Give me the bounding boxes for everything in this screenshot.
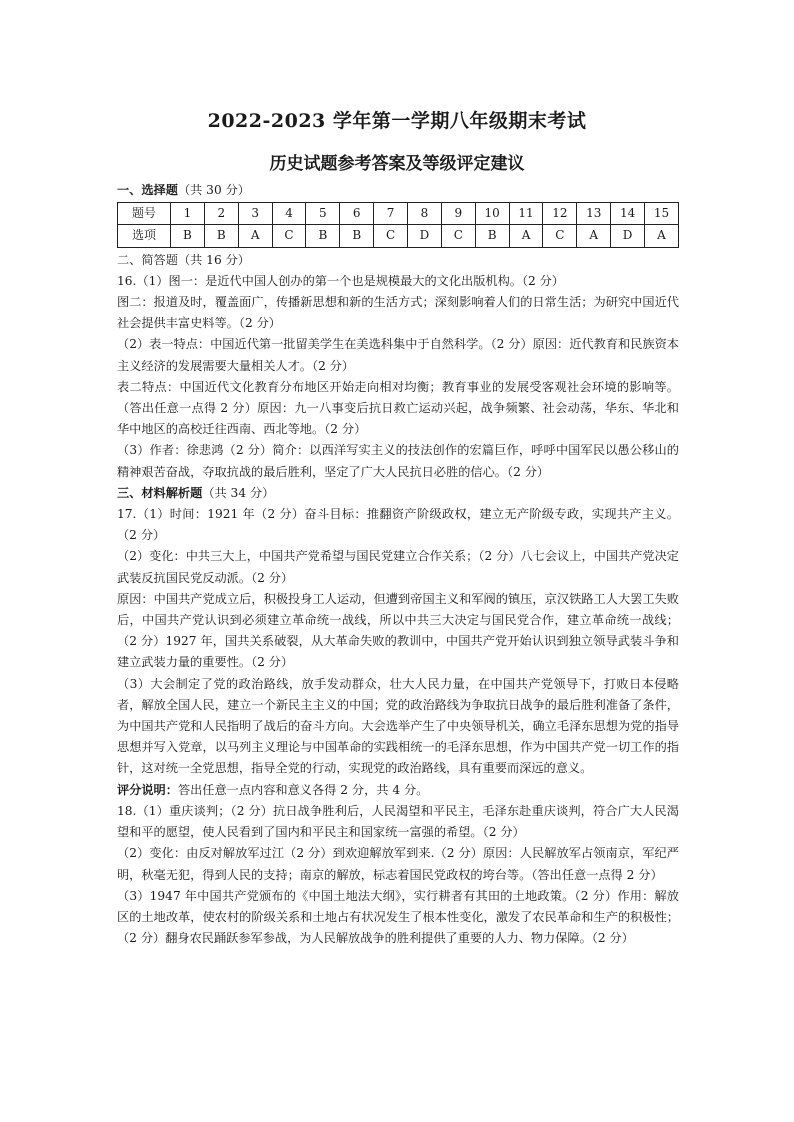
table-cell: 8 [408,203,442,225]
answer-paragraph: （3）作者：徐悲鸿（2 分）简介：以西洋写实主义的技法创作的宏篇巨作，呼呼中国军民以愚公移山的精神艰苦奋战，夺取抗战的最后胜利，坚定了广大人民抗日必胜的信心。（2 分） [117,443,679,479]
table-cell: A [645,225,679,247]
table-cell: 6 [340,203,374,225]
table-row-answers [118,225,679,247]
answer-paragraph: （2）变化：由反对解放军过江（2 分）到欢迎解放军到来.（2 分）原因：人民解放军占领南京，军纪严明，秋毫无犯，得到人民的支持；南京的解放，标志着国民党政权的垮台等。（答出任意一点得 2 分） [117,846,679,882]
table-cell: B [306,225,340,247]
section-label: 三、材料解析题 [117,485,203,500]
table-row-header: 题号 [118,203,171,225]
answer-paragraph: 原因：中国共产党成立后，积极投身工人运动，但遭到帝国主义和军阀的镇压，京汉铁路工人大罢工失败后，中国共产党认识到必须建立革命统一战线，所以中共三大决定与国民党合作，建立革命统一战线；（2 分）1927 年，国共关系破裂，从大革命失败的教训中，中国共产党开始认识到独立领导武装斗争和建立武装力量的重要性。（2 分） [117,591,679,670]
table-row-numbers [118,203,679,225]
table-cell: 1 [171,203,205,225]
answer-paragraph: （2）表一特点：中国近代第一批留美学生在美选科集中于自然科学。（2 分）原因：近代教育和民族资本主义经济的发展需要大量相关人才。（2 分） [117,337,679,373]
table-cell: 11 [509,203,543,225]
section-note: （共 16 分） [177,252,250,267]
answer-paragraph: 18.（1）重庆谈判；（2 分）抗日战争胜利后，人民渴望和平民主，毛泽东赴重庆谈判，符合广大人民渴望和平的愿望，使人民看到了国内和平民主和国家统一富强的希望。（2 分） [117,803,679,840]
table-cell: 2 [204,203,238,225]
table-cell: C [543,225,577,247]
answer-paragraph: 表二特点：中国近代文化教育分布地区开始走向相对均衡；教育事业的发展受客观社会环境的影响等。（答出任意一点得 2 分）原因：九一八事变后抗日救亡运动兴起，战争频繁、社会动荡，华东、华北和华中地区的高校迁往西南、西北等地。（2 分） [117,379,679,437]
section-heading-choice [117,180,679,201]
table-row-header: 选项 [118,225,171,247]
scoring-note [117,780,679,801]
table-cell: C [374,225,408,247]
table-cell: 9 [441,203,475,225]
answer-paragraph: 17.（1）时间：1921 年（2 分）奋斗目标：推翻资产阶级政权，建立无产阶级专政，实现共产主义。（2 分） [117,507,679,543]
table-cell: 13 [577,203,611,225]
scoring-note-label: 评分说明： [117,782,178,797]
section-heading-material [117,483,679,504]
table-cell: 15 [645,203,679,225]
table-cell: 12 [543,203,577,225]
section-note: （共 30 分） [177,183,250,197]
table-cell: C [441,225,475,247]
section-heading-short-answer [117,250,679,271]
section-label: 二、简答题 [117,252,178,267]
answer-paragraph: （3）1947 年中国共产党颁布的《中国土地法大纲》，实行耕者有其田的土地政策。（2 分）作用：解放区的土地改革，使农村的阶级关系和土地占有状况发生了根本性变化，激发了农民革命和生产的积极性；（2 分）翻身农民踊跃参军参战，为人民解放战争的胜利提供了重要的人力、物力保障。（2 分） [117,888,679,946]
answer-paragraph: 图二：报道及时，覆盖面广，传播新思想和新的生活方式；深刻影响着人们的日常生活；为研究中国近代社会提供丰富史料等。（2 分） [117,295,679,331]
table-cell: B [340,225,374,247]
answer-content [117,180,679,949]
section-note: （共 34 分） [202,485,275,500]
answer-paragraph: （3）大会制定了党的政治路线，放手发动群众，壮大人民力量，在中国共产党领导下，打败日本侵略者，解放全国人民，建立一个新民主主义的中国；党的政治路线为争取抗日战争的最后胜利准备了条件，为中国共产党和人民指明了战后的奋斗方向。大会选举产生了中央领导机关，确立毛泽东思想为党的指导思想并写入党章，以马列主义理论与中国革命的实践相统一的毛泽东思想，作为中国共产党一切工作的指针，这对统一全党思想，指导全党的行动，实现党的政治路线，具有重要而深远的意义。 [117,676,679,776]
table-cell: B [475,225,509,247]
table-cell: A [509,225,543,247]
table-cell: 14 [611,203,645,225]
page-title: 2022-2023 学年第一学期八年级期末考试 [207,110,587,132]
section-label: 一、选择题 [117,183,178,197]
page-subtitle: 历史试题参考答案及等级评定建议 [269,154,525,174]
table-cell: 7 [374,203,408,225]
table-cell: 10 [475,203,509,225]
table-cell: B [204,225,238,247]
answer-table [117,202,679,247]
table-cell: A [238,225,272,247]
scoring-note-text: 答出任意一点内容和意义各得 2 分，共 4 分。 [177,782,429,797]
table-cell: D [611,225,645,247]
table-cell: 4 [272,203,306,225]
table-cell: D [408,225,442,247]
table-cell: 3 [238,203,272,225]
table-cell: C [272,225,306,247]
table-cell: B [171,225,205,247]
answer-paragraph: （2）变化：中共三大上，中国共产党希望与国民党建立合作关系；（2 分）八七会议上，中国共产党决定武装反抗国民党反动派。（2 分） [117,549,679,585]
table-cell: 5 [306,203,340,225]
table-cell: A [577,225,611,247]
answer-paragraph: 16.（1）图一：是近代中国人创办的第一个也是规模最大的文化出版机构。（2 分） [117,273,565,288]
